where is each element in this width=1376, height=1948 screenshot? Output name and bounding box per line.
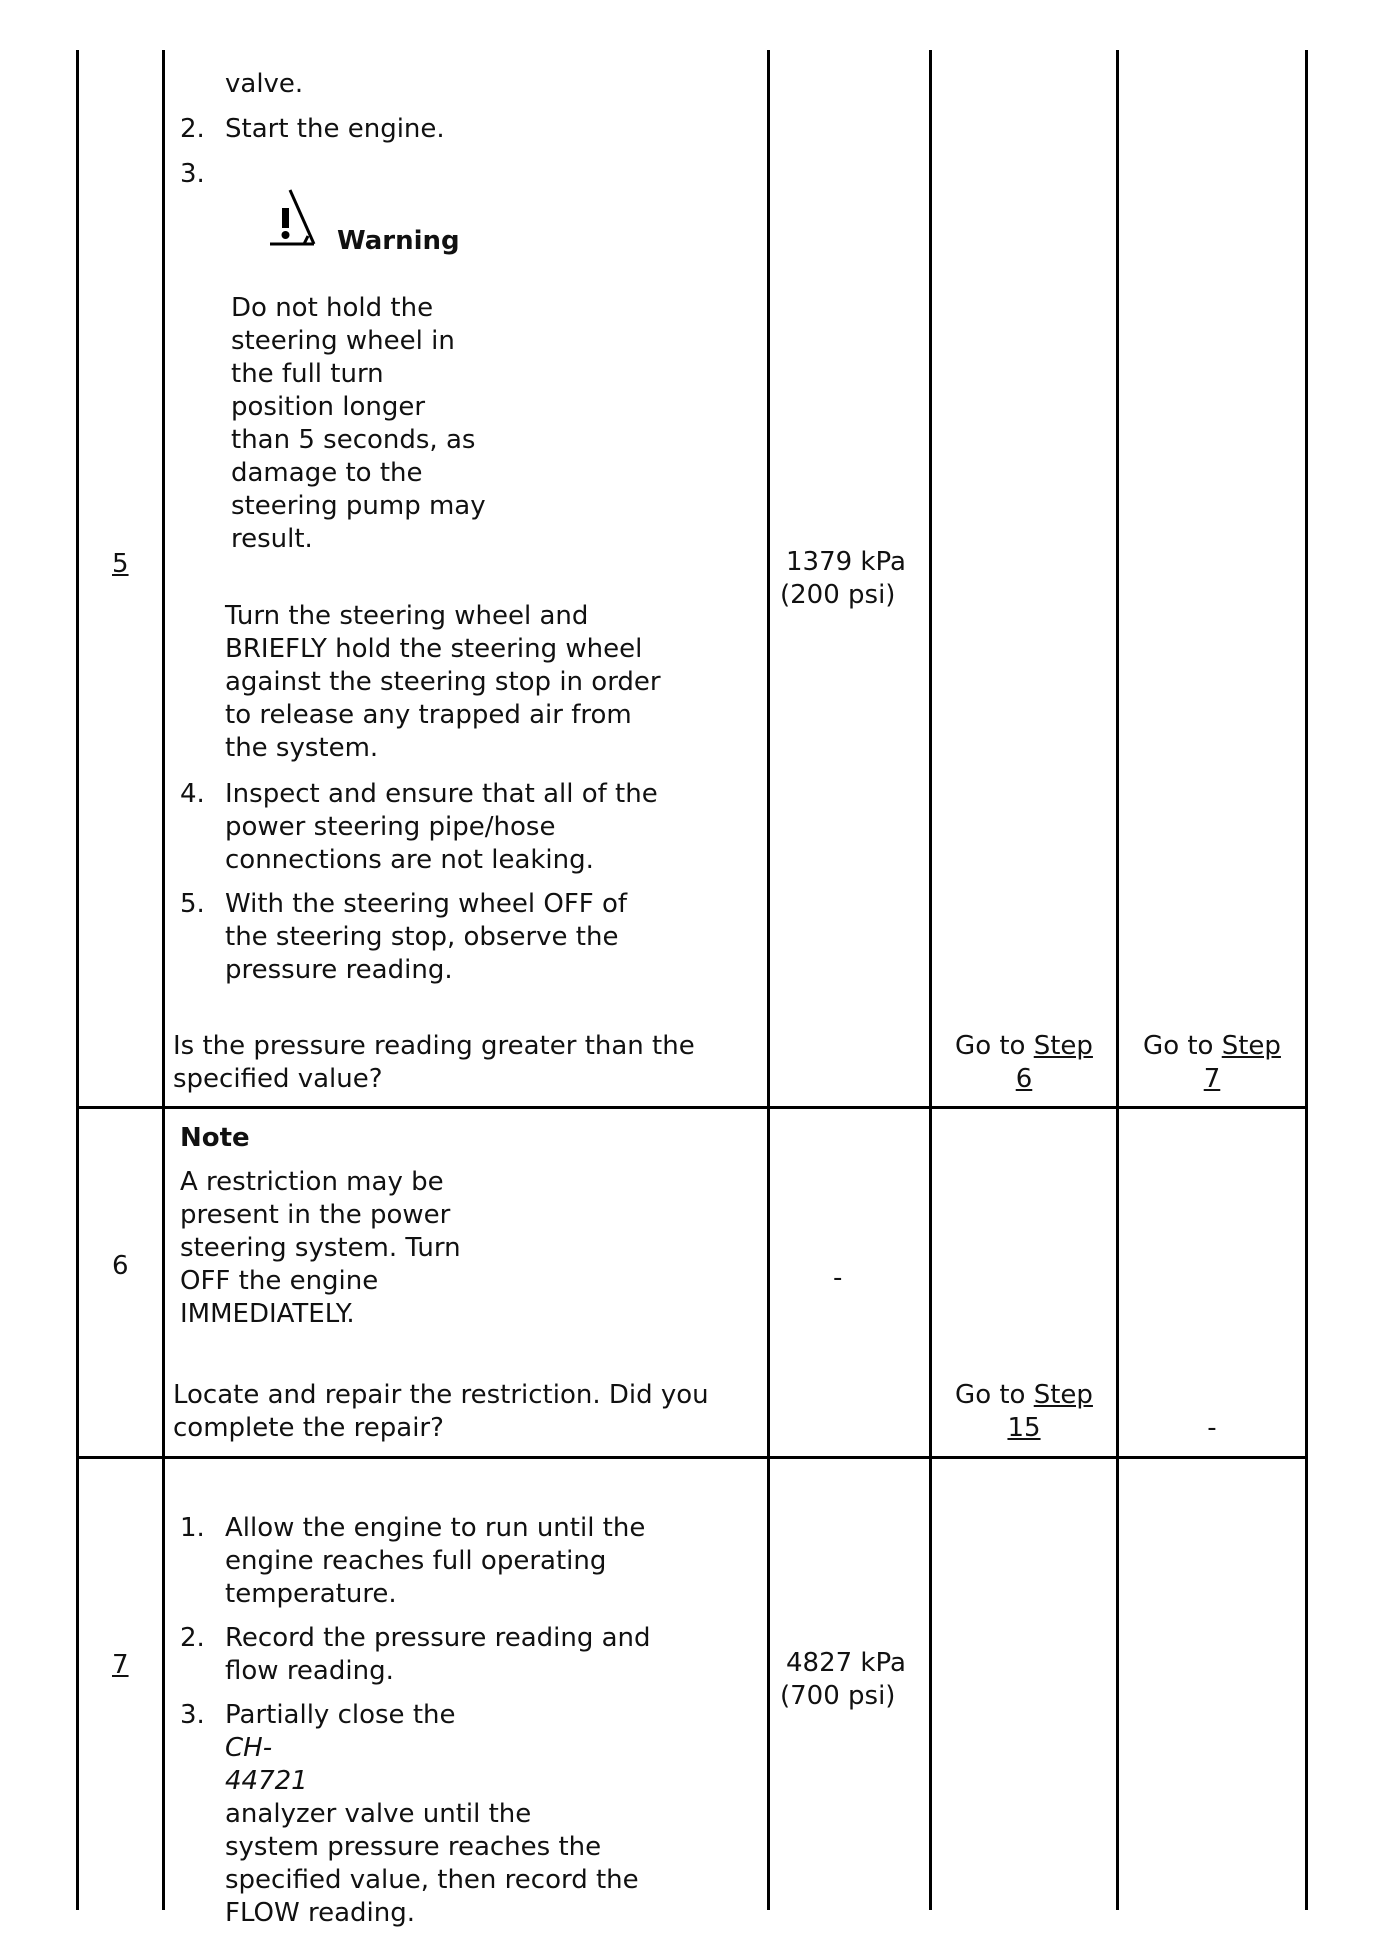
note-body — [180, 1166, 760, 1331]
list-text — [225, 1622, 651, 1688]
note-line: steering system. Turn — [180, 1233, 461, 1263]
step-number-link[interactable]: 5 — [112, 549, 129, 579]
note-line: A restriction may be — [180, 1167, 444, 1197]
step-link[interactable]: Step — [1221, 1031, 1281, 1061]
text-line: power steering pipe/hose — [225, 812, 556, 842]
value-line: 1379 kPa — [786, 547, 906, 577]
text-line: With the steering wheel OFF of — [225, 889, 628, 919]
text-line: connections are not leaking. — [225, 845, 594, 875]
text-line: FLOW reading. — [225, 1898, 415, 1928]
row-divider-6-7 — [76, 1456, 1308, 1459]
text-line: engine reaches full operating — [225, 1546, 607, 1576]
table-border-col3 — [929, 50, 932, 1910]
text-line: to release any trapped air from — [225, 700, 632, 730]
specified-value: - — [833, 1263, 843, 1293]
question-text — [173, 1379, 709, 1445]
row-divider-5-6 — [76, 1106, 1308, 1109]
list-number: 3. — [180, 1700, 205, 1730]
item3-text — [225, 600, 661, 765]
list-number: 3. — [180, 159, 205, 189]
table-border-left — [76, 50, 79, 1910]
note-title: Note — [180, 1123, 250, 1153]
tool-name: CH- — [225, 1733, 273, 1763]
value-line: (700 psi) — [780, 1681, 896, 1711]
go-to-text: Go to — [955, 1380, 1026, 1410]
table-border-col4 — [1116, 50, 1119, 1910]
text-run: Partially close the — [225, 1700, 456, 1730]
value-line: 4827 kPa — [786, 1648, 906, 1678]
warning-line: steering wheel in — [231, 326, 455, 356]
text-line: temperature. — [225, 1579, 397, 1609]
warning-line: the full turn — [231, 359, 384, 389]
list-text: Start the engine. — [225, 114, 445, 144]
text-line: Record the pressure reading and — [225, 1623, 651, 1653]
text-run: analyzer valve until the — [225, 1799, 532, 1829]
list-number: 2. — [180, 114, 205, 144]
yes-action — [932, 1030, 1116, 1096]
value-line: (200 psi) — [780, 580, 896, 610]
warning-line: position longer — [231, 392, 426, 422]
text-line: Locate and repair the restriction. Did you — [173, 1380, 709, 1410]
step-number-link[interactable]: 7 — [112, 1650, 129, 1680]
text-line: complete the repair? — [173, 1413, 444, 1443]
continued-text: valve. — [225, 69, 304, 99]
no-action: - — [1207, 1413, 1217, 1443]
warning-line: Do not hold the — [231, 293, 434, 323]
list-text — [225, 888, 627, 987]
text-line: specified value, then record the — [225, 1865, 639, 1895]
text-line: specified value? — [173, 1064, 383, 1094]
specified-value — [780, 546, 906, 612]
step-number-link[interactable]: 6 — [1015, 1064, 1033, 1094]
step-link[interactable]: Step — [1033, 1031, 1093, 1061]
no-action — [1119, 1030, 1305, 1096]
step-number-link[interactable]: 7 — [1203, 1064, 1221, 1094]
question-text — [173, 1030, 695, 1096]
warning-title: Warning — [337, 226, 460, 256]
text-line: Allow the engine to run until the — [225, 1513, 646, 1543]
go-to-text: Go to — [955, 1031, 1026, 1061]
text-line: pressure reading. — [225, 955, 453, 985]
tool-name: 44721 — [225, 1766, 308, 1796]
text-line: Turn the steering wheel and — [225, 601, 589, 631]
text-line — [225, 1699, 639, 1765]
text-line: BRIEFLY hold the steering wheel — [225, 634, 643, 664]
list-text — [225, 778, 658, 877]
table-border-col1 — [162, 50, 165, 1910]
yes-action — [932, 1379, 1116, 1445]
warning-line: result. — [231, 524, 313, 554]
text-line — [225, 1765, 639, 1831]
text-line: Inspect and ensure that all of the — [225, 779, 658, 809]
specified-value — [780, 1647, 906, 1713]
list-number: 4. — [180, 779, 205, 809]
list-number: 5. — [180, 889, 205, 919]
table-border-right — [1305, 50, 1308, 1910]
go-to-text: Go to — [1143, 1031, 1214, 1061]
text-line: the system. — [225, 733, 379, 763]
warning-icon — [268, 188, 316, 250]
step-number: 6 — [112, 1251, 129, 1281]
text-line: system pressure reaches the — [225, 1832, 602, 1862]
warning-body — [231, 292, 486, 556]
list-number: 1. — [180, 1513, 205, 1543]
text-line: the steering stop, observe the — [225, 922, 619, 952]
text-line: Is the pressure reading greater than the — [173, 1031, 695, 1061]
table-border-col2 — [767, 50, 770, 1910]
text-line: against the steering stop in order — [225, 667, 661, 697]
step-link[interactable]: Step — [1033, 1380, 1093, 1410]
step-instructions — [173, 1122, 760, 1443]
step-number-link[interactable]: 15 — [1007, 1413, 1041, 1443]
warning-line: steering pump may — [231, 491, 486, 521]
note-line: OFF the engine — [180, 1266, 379, 1296]
warning-line: than 5 seconds, as — [231, 425, 476, 455]
list-text — [225, 1699, 639, 1930]
warning-line: damage to the — [231, 458, 423, 488]
note-line: IMMEDIATELY. — [180, 1299, 355, 1329]
text-line: flow reading. — [225, 1656, 394, 1686]
list-number: 2. — [180, 1623, 205, 1653]
list-text — [225, 1512, 645, 1611]
note-line: present in the power — [180, 1200, 451, 1230]
